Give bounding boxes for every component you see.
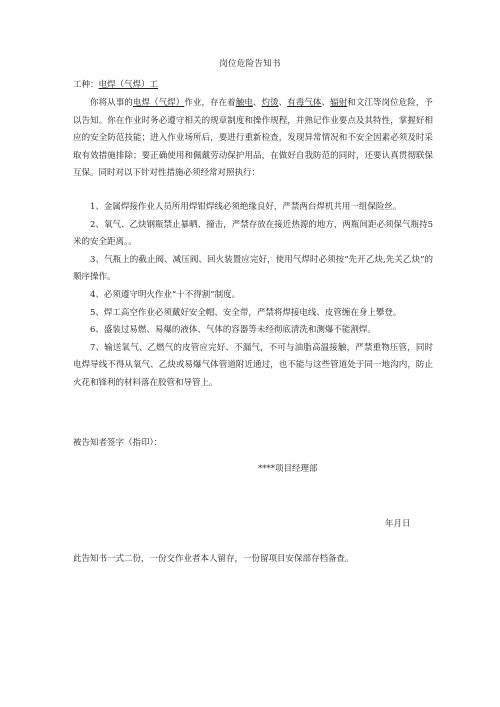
measure-item: 4、必须遵守明火作业“十不得割”制度。 bbox=[90, 289, 241, 300]
hazard-3: 有毒气体 bbox=[287, 98, 322, 108]
measures-list bbox=[73, 199, 433, 393]
intro-text-2: 作业，存在着 bbox=[184, 98, 236, 108]
intro-text-1: 你将从事的 bbox=[90, 98, 133, 108]
hazard-sep-1: 、 bbox=[252, 98, 262, 108]
measure-item: 3、气瓶上的截止阀、减压阀、回火装置应完好，使用气焊时必须按“先开乙炔,先关乙炔”的顺序操作。 bbox=[73, 254, 433, 283]
hazard-2: 灼烫 bbox=[261, 98, 279, 108]
measure-item: 7、输送氧气、乙燃气的皮管应完好、不漏气，不可与油脂高温接触，严禁重物压管，同时电焊导线不得从氧气、乙炔或易爆气体管道附近通过，也不能与这些管道处于同一地沟内，防止火花和锋利的材料落在胶管和导管上。 bbox=[73, 342, 433, 388]
hazard-sep-3: 、 bbox=[321, 98, 331, 108]
hazard-1: 触电 bbox=[235, 98, 253, 108]
hazard-sep-2: 、 bbox=[278, 98, 288, 108]
work-type-line bbox=[73, 78, 158, 90]
intro-paragraph bbox=[73, 95, 433, 183]
measure-item: 2、氧气、乙炔钢瓶禁止暴晒、撞击，严禁存放在接近热源的地方，两瓶间距必须保气瓶持5米的安全距离。。 bbox=[73, 219, 433, 248]
document-title: 岗位危险告知书 bbox=[219, 59, 281, 69]
hazard-4: 辐射 bbox=[330, 98, 348, 108]
work-type-value: 电焊（气焊）工 bbox=[98, 80, 159, 90]
measure-item: 6、盛装过易燃、易爆的液体、气体的容器等未经彻底清洗和测爆不能割焊。 bbox=[90, 325, 376, 336]
date-line: 年月日 bbox=[385, 519, 411, 529]
measure-item: 1、金属焊接作业人员所用焊钳焊线必须绝缘良好，严禁两台焊机共用一组保险丝。 bbox=[90, 202, 402, 212]
footer-note: 此告知书一式二份，一份交作业者本人留存，一份留项目安保部存档备查。 bbox=[73, 554, 354, 564]
intro-job: 电焊（气焊） bbox=[132, 98, 185, 108]
signature-label: 被告知者签字（指印）： bbox=[73, 438, 163, 448]
intro-text-3: 和文江等岗位危险，予以告知。你在作业时务必遵守相关的规章制度和操作规程，并熟记作业要点及其特性，掌握好相应的安全防范技能；进入作业场所后，要进行重新检查，发现异常情况和不安全因素必须及时采取有效措施排除；要正确使用和佩戴劳动保护用品，在做好自我防范的同时，还要认真贯彻联保互保。同时对以下针对性措施必须经常对照执行： bbox=[73, 98, 433, 179]
department-name: ****项目经理部 bbox=[258, 464, 318, 474]
work-type-label: 工种： bbox=[73, 80, 99, 90]
measure-item: 5、焊工高空作业必须戴好安全帽、安全带，严禁将焊接电线、皮管缠在身上攀登。 bbox=[90, 307, 402, 318]
